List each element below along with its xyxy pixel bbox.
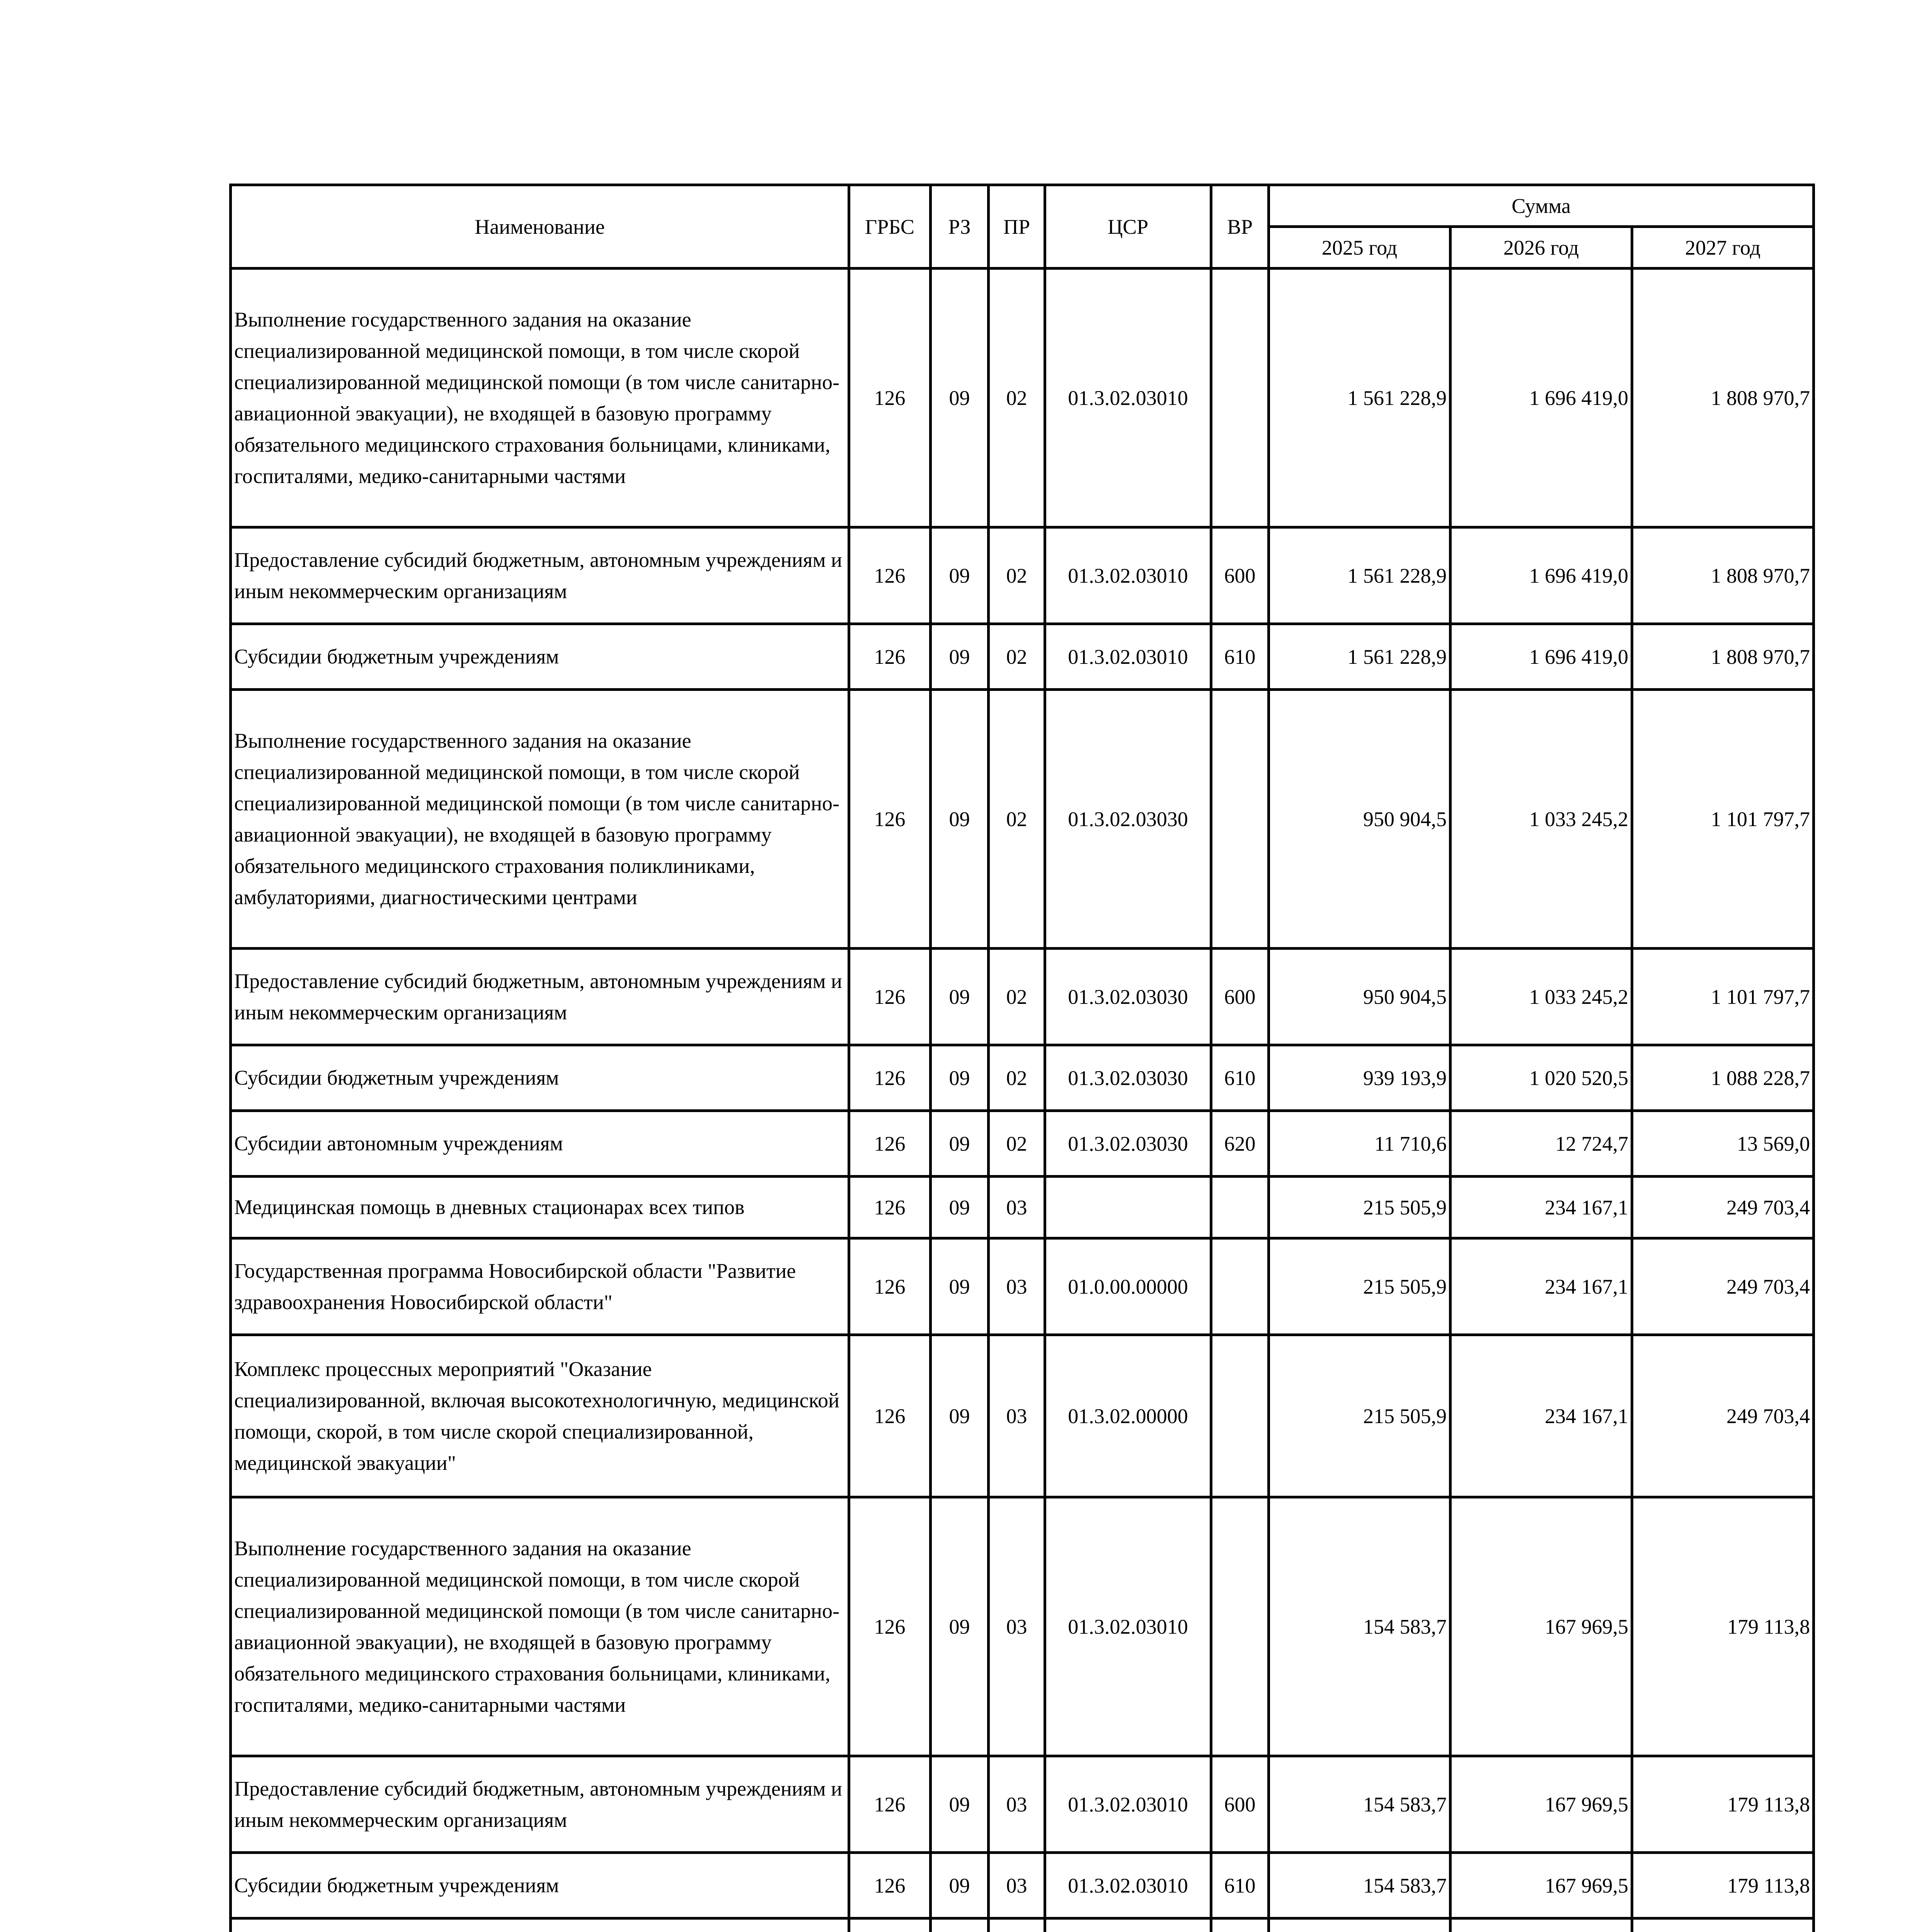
cell-pr: 02 <box>989 1111 1045 1177</box>
cell-rz: 09 <box>931 1045 989 1111</box>
cell-sum-2025: 154 583,7 <box>1269 1497 1451 1756</box>
cell-sum-2025: 215 505,9 <box>1269 1335 1451 1497</box>
cell-grbs: 126 <box>849 624 931 690</box>
cell-csr: 01.3.02.03010 <box>1045 1497 1211 1756</box>
cell-pr: 02 <box>989 690 1045 949</box>
cell-sum-2027: 249 703,4 <box>1632 1238 1814 1335</box>
cell-name: Комплекс процессных мероприятий "Оказание специализированной, включая высокотехнологичную, медицинской помощи, скорой, в том числе скорой специализированной, медицинской эвакуации" <box>231 1335 849 1497</box>
cell-grbs: 126 <box>849 1111 931 1177</box>
header-sum: Сумма <box>1269 185 1814 227</box>
cell-grbs: 126 <box>849 269 931 527</box>
cell-name: Медицинская помощь в дневных стационарах всех типов <box>231 1177 849 1238</box>
cell-name <box>231 1918 849 1932</box>
cell-sum-2026: 1 696 419,0 <box>1451 624 1632 690</box>
cell-sum-2026: 1 033 245,2 <box>1451 690 1632 949</box>
cell-csr <box>1045 1177 1211 1238</box>
header-vr: ВР <box>1211 185 1269 269</box>
cell-grbs: 126 <box>849 1045 931 1111</box>
cell-grbs: 126 <box>849 1853 931 1918</box>
table-row <box>231 1853 1814 1918</box>
cell-pr: 03 <box>989 1756 1045 1853</box>
cell-name: Субсидии бюджетным учреждениям <box>231 1045 849 1111</box>
cell-rz: 09 <box>931 1177 989 1238</box>
cell-sum-2026: 234 167,1 <box>1451 1238 1632 1335</box>
cell-sum-2026: 1 020 520,5 <box>1451 1045 1632 1111</box>
cell-sum-2025: 1 561 228,9 <box>1269 269 1451 527</box>
cell-sum-2027: 179 113,8 <box>1632 1756 1814 1853</box>
cell-rz: 09 <box>931 624 989 690</box>
cell-sum-2025: 939 193,9 <box>1269 1045 1451 1111</box>
header-year-2025: 2025 год <box>1269 227 1451 269</box>
cell-csr: 01.0.00.00000 <box>1045 1238 1211 1335</box>
cell-vr: 610 <box>1211 624 1269 690</box>
cell-sum-2027: 249 703,4 <box>1632 1335 1814 1497</box>
table-row <box>231 1918 1814 1932</box>
cell-vr: 610 <box>1211 1853 1269 1918</box>
cell-pr: 02 <box>989 1045 1045 1111</box>
cell-sum-2025: 215 505,9 <box>1269 1238 1451 1335</box>
cell-sum-2026: 234 167,1 <box>1451 1335 1632 1497</box>
cell-sum-2025: 950 904,5 <box>1269 949 1451 1045</box>
table-header <box>231 185 1814 269</box>
cell-pr: 02 <box>989 527 1045 624</box>
cell-sum-2027: 1 808 970,7 <box>1632 527 1814 624</box>
cell-vr: 600 <box>1211 949 1269 1045</box>
cell-name: Субсидии бюджетным учреждениям <box>231 1853 849 1918</box>
cell-csr: 01.3.02.03010 <box>1045 269 1211 527</box>
cell-rz: 09 <box>931 1497 989 1756</box>
cell-sum-2026: 1 033 245,2 <box>1451 949 1632 1045</box>
cell-name: Выполнение государственного задания на оказание специализированной медицинской помощи, в том числе скорой специализированной медицинской помощи (в том числе санитарно-авиационной эвакуации), не входящей в базовую программу обязательного медицинского страхования поликлиниками, амбулаториями, диагностическими центрами <box>231 690 849 949</box>
cell-name: Выполнение государственного задания на оказание специализированной медицинской помощи, в том числе скорой специализированной медицинской помощи (в том числе санитарно-авиационной эвакуации), не входящей в базовую программу обязательного медицинского страхования больницами, клиниками, госпиталями, медико-санитарными частями <box>231 269 849 527</box>
table-row <box>231 949 1814 1045</box>
cell-pr: 03 <box>989 1497 1045 1756</box>
cell-sum-2026: 234 167,1 <box>1451 1177 1632 1238</box>
cell-name: Предоставление субсидий бюджетным, автономным учреждениям и иным некоммерческим организациям <box>231 1756 849 1853</box>
cell-csr: 01.3.02.03030 <box>1045 1111 1211 1177</box>
table-row <box>231 1497 1814 1756</box>
cell-csr: 01.3.02.03030 <box>1045 1045 1211 1111</box>
header-pr: ПР <box>989 185 1045 269</box>
cell-grbs: 126 <box>849 527 931 624</box>
cell-rz: 09 <box>931 690 989 949</box>
cell-sum-2026: 12 724,7 <box>1451 1111 1632 1177</box>
budget-table <box>229 184 1815 1932</box>
cell-rz: 09 <box>931 269 989 527</box>
cell-name: Выполнение государственного задания на оказание специализированной медицинской помощи, в том числе скорой специализированной медицинской помощи (в том числе санитарно-авиационной эвакуации), не входящей в базовую программу обязательного медицинского страхования больницами, клиниками, госпиталями, медико-санитарными частями <box>231 1497 849 1756</box>
table-row <box>231 1238 1814 1335</box>
table-row <box>231 690 1814 949</box>
cell-rz: 09 <box>931 1756 989 1853</box>
cell-rz: 09 <box>931 1853 989 1918</box>
cell-csr <box>1045 1918 1211 1932</box>
header-grbs: ГРБС <box>849 185 931 269</box>
cell-pr: 03 <box>989 1177 1045 1238</box>
cell-sum-2025: 154 583,7 <box>1269 1853 1451 1918</box>
cell-vr <box>1211 269 1269 527</box>
cell-name: Государственная программа Новосибирской области "Развитие здравоохранения Новосибирской области" <box>231 1238 849 1335</box>
cell-vr: 600 <box>1211 1756 1269 1853</box>
cell-grbs: 126 <box>849 1238 931 1335</box>
cell-sum-2025: 215 505,9 <box>1269 1177 1451 1238</box>
cell-grbs: 126 <box>849 1497 931 1756</box>
header-csr: ЦСР <box>1045 185 1211 269</box>
cell-sum-2026: 167 969,5 <box>1451 1756 1632 1853</box>
cell-sum-2026: 167 969,5 <box>1451 1497 1632 1756</box>
table-row <box>231 1111 1814 1177</box>
header-rz: РЗ <box>931 185 989 269</box>
cell-grbs: 126 <box>849 1335 931 1497</box>
cell-vr <box>1211 1497 1269 1756</box>
cell-csr: 01.3.02.03030 <box>1045 949 1211 1045</box>
cell-rz: 09 <box>931 1335 989 1497</box>
header-name: Наименование <box>231 185 849 269</box>
cell-vr <box>1211 1918 1269 1932</box>
cell-grbs: 126 <box>849 949 931 1045</box>
cell-rz: 09 <box>931 1111 989 1177</box>
table-row <box>231 527 1814 624</box>
cell-sum-2027: 1 088 228,7 <box>1632 1045 1814 1111</box>
cell-csr: 01.3.02.03010 <box>1045 527 1211 624</box>
table-row <box>231 1756 1814 1853</box>
cell-vr <box>1211 1177 1269 1238</box>
table-row <box>231 1335 1814 1497</box>
cell-name: Субсидии бюджетным учреждениям <box>231 624 849 690</box>
cell-vr <box>1211 1335 1269 1497</box>
cell-grbs: 126 <box>849 1177 931 1238</box>
cell-grbs: 126 <box>849 690 931 949</box>
cell-pr: 03 <box>989 1335 1045 1497</box>
cell-vr: 600 <box>1211 527 1269 624</box>
cell-sum-2025 <box>1269 1918 1451 1932</box>
cell-csr: 01.3.02.03010 <box>1045 624 1211 690</box>
cell-sum-2026: 1 696 419,0 <box>1451 269 1632 527</box>
table-row <box>231 1177 1814 1238</box>
cell-sum-2027: 179 113,8 <box>1632 1853 1814 1918</box>
cell-vr <box>1211 1238 1269 1335</box>
cell-csr: 01.3.02.03010 <box>1045 1853 1211 1918</box>
header-year-2026: 2026 год <box>1451 227 1632 269</box>
cell-rz: 09 <box>931 949 989 1045</box>
cell-sum-2027: 249 703,4 <box>1632 1177 1814 1238</box>
table-row <box>231 269 1814 527</box>
cell-pr: 02 <box>989 269 1045 527</box>
header-year-2027: 2027 год <box>1632 227 1814 269</box>
cell-pr: 02 <box>989 949 1045 1045</box>
cell-rz <box>931 1918 989 1932</box>
cell-csr: 01.3.02.00000 <box>1045 1335 1211 1497</box>
cell-name: Предоставление субсидий бюджетным, автономным учреждениям и иным некоммерческим организациям <box>231 527 849 624</box>
cell-csr: 01.3.02.03010 <box>1045 1756 1211 1853</box>
table-body <box>231 269 1814 1932</box>
cell-sum-2027: 1 101 797,7 <box>1632 949 1814 1045</box>
cell-sum-2025: 11 710,6 <box>1269 1111 1451 1177</box>
cell-grbs <box>849 1918 931 1932</box>
cell-rz: 09 <box>931 527 989 624</box>
cell-name: Предоставление субсидий бюджетным, автономным учреждениям и иным некоммерческим организациям <box>231 949 849 1045</box>
cell-sum-2025: 1 561 228,9 <box>1269 527 1451 624</box>
cell-rz: 09 <box>931 1238 989 1335</box>
table-row <box>231 624 1814 690</box>
cell-sum-2026 <box>1451 1918 1632 1932</box>
cell-sum-2027: 1 101 797,7 <box>1632 690 1814 949</box>
cell-pr: 03 <box>989 1853 1045 1918</box>
cell-sum-2027: 13 569,0 <box>1632 1111 1814 1177</box>
cell-sum-2025: 154 583,7 <box>1269 1756 1451 1853</box>
cell-sum-2027: 179 113,8 <box>1632 1497 1814 1756</box>
cell-vr <box>1211 690 1269 949</box>
cell-sum-2026: 167 969,5 <box>1451 1853 1632 1918</box>
cell-grbs: 126 <box>849 1756 931 1853</box>
cell-sum-2025: 950 904,5 <box>1269 690 1451 949</box>
cell-sum-2027: 1 808 970,7 <box>1632 269 1814 527</box>
cell-pr: 03 <box>989 1238 1045 1335</box>
cell-pr: 02 <box>989 624 1045 690</box>
cell-sum-2027 <box>1632 1918 1814 1932</box>
cell-vr: 620 <box>1211 1111 1269 1177</box>
table-row <box>231 1045 1814 1111</box>
cell-sum-2025: 1 561 228,9 <box>1269 624 1451 690</box>
cell-sum-2026: 1 696 419,0 <box>1451 527 1632 624</box>
cell-sum-2027: 1 808 970,7 <box>1632 624 1814 690</box>
cell-name: Субсидии автономным учреждениям <box>231 1111 849 1177</box>
cell-vr: 610 <box>1211 1045 1269 1111</box>
cell-pr <box>989 1918 1045 1932</box>
cell-csr: 01.3.02.03030 <box>1045 690 1211 949</box>
